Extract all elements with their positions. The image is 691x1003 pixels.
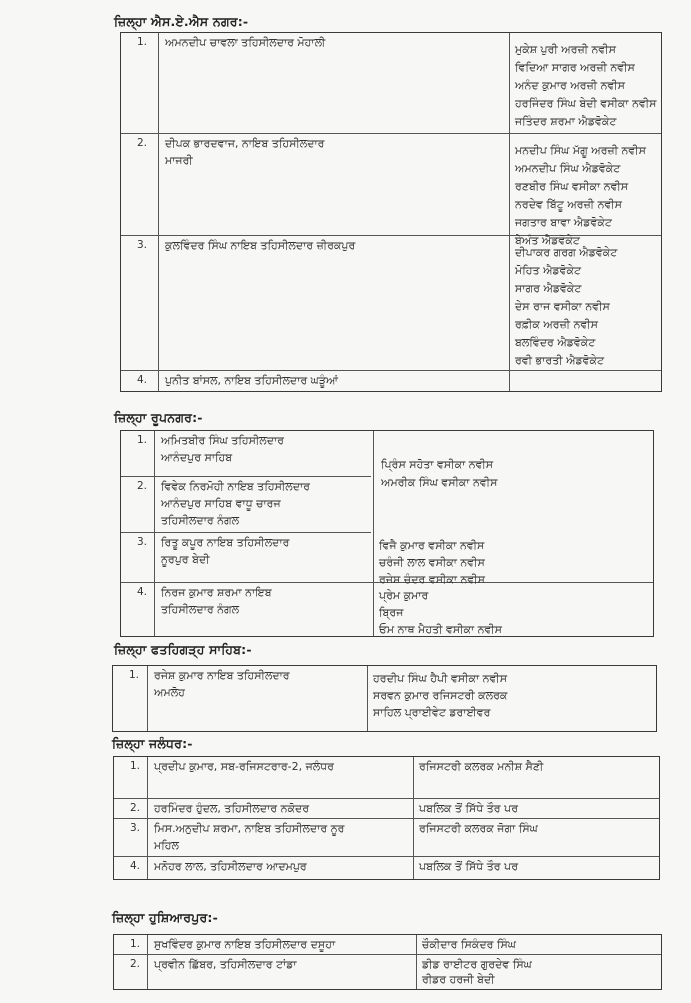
table-row [114, 857, 659, 881]
involved-person: ਮਨਦੀਪ ਸਿੰਘ ਮੱਗੂ ਅਰਜ਼ੀ ਨਵੀਸ [515, 144, 646, 157]
official-name-line: ਦੀਪਕ ਭਾਰਦਵਾਜ, ਨਾਇਬ ਤਹਿਸੀਲਦਾਰ [165, 137, 325, 150]
official-name-line: ਰਜੇਸ਼ ਕੁਮਾਰ ਨਾਇਬ ਤਹਿਸੀਲਦਾਰ [154, 669, 290, 682]
table-row [121, 431, 371, 477]
official-name [154, 758, 408, 775]
official-name [165, 372, 504, 389]
table-row [121, 371, 661, 393]
row-number: 2. [130, 802, 141, 814]
involved-person: ਪਬਲਿਕ ਤੋਂ ਸਿੱਧੇ ਤੌਰ ਪਰ [419, 860, 519, 873]
district-heading: ਜ਼ਿਲ੍ਹਾ ਐਸ.ਏ.ਐਸ ਨਗਰ:- [114, 14, 249, 29]
involved-person: ਨਰਦੇਵ ਬਿੱਟੂ ਅਰਜ਼ੀ ਨਵੀਸ [515, 198, 622, 211]
involved-person: ਵਿਦਿਆ ਸਾਗਰ ਅਰਜ਼ੀ ਨਵੀਸ [515, 61, 635, 74]
district-heading: ਜ਼ਿਲ੍ਹਾ ਹੁਸ਼ਿਆਰਪੁਰ:- [112, 910, 219, 925]
district-table [120, 430, 654, 637]
involved-person: ਰਜਿਸਟਰੀ ਕਲਰਕ ਮਨੀਸ਼ ਸੈਣੀ [419, 760, 544, 773]
district-table [113, 756, 660, 880]
official-name [154, 800, 408, 817]
involved-person: ਰਵੀ ਭਾਰਤੀ ਐਡਵੋਕੇਟ [515, 354, 605, 367]
involved-person: ਮੁਕੇਸ਼ ਪੁਰੀ ਅਰਜ਼ੀ ਨਵੀਸ [515, 43, 616, 56]
involved-person: ਰਣਬੀਰ ਸਿੰਘ ਵਸੀਕਾ ਨਵੀਸ [515, 180, 629, 193]
official-name-line: ਮਨੋਹਰ ਲਾਲ, ਤਹਿਸੀਲਦਾਰ ਆਦਮਪੁਰ [154, 860, 307, 873]
district-table [113, 934, 662, 990]
table-row [114, 935, 661, 955]
table-row [121, 236, 661, 371]
row-number: 1. [130, 760, 141, 772]
official-name-line: ਪੁਨੀਤ ਬਾਂਸਲ, ਨਾਇਬ ਤਹਿਸੀਲਦਾਰ ਘੜੂੰਆਂ [165, 374, 339, 387]
involved-person: ਬ੍ਰਿਜ [379, 606, 404, 619]
official-name-line: ਮਾਜਰੀ [165, 154, 193, 167]
official-name [161, 584, 368, 618]
row-number: 4. [137, 586, 148, 598]
involved-person: ਚੌਕੀਦਾਰ ਸਿਕੰਦਰ ਸਿੰਘ [422, 938, 516, 951]
involved-person: ਰਜਿਸਟਰੀ ਕਲਰਕ ਜੋਗਾ ਸਿੰਘ [419, 822, 538, 835]
row-number: 2. [137, 480, 148, 492]
district-table [120, 32, 662, 392]
table-row [114, 799, 659, 819]
official-name-line: ਤਹਿਸੀਲਦਾਰ ਨੰਗਲ [161, 514, 240, 527]
row-number: 1. [137, 434, 148, 446]
involved-person: ਸਾਹਿਲ ਪ੍ਰਾਈਵੇਟ ਡਰਾਈਵਰ [373, 706, 491, 719]
row-number: 2. [137, 137, 148, 149]
involved-person: ਰਜੇਸ਼ ਚੰਦਰ ਵਸੀਕਾ ਨਵੀਸ [379, 573, 485, 586]
official-name-line: ਕੁਲਵਿੰਦਰ ਸਿੰਘ ਨਾਇਬ ਤਹਿਸੀਲਦਾਰ ਜ਼ੀਰਕਪੁਰ [165, 239, 356, 252]
involved-person: ਅਮਨਦੀਪ ਸਿੰਘ ਐਡਵੋਕੇਟ [515, 162, 621, 175]
official-name [165, 237, 504, 254]
involved-person: ਅਮਰੀਕ ਸਿੰਘ ਵਸੀਕਾ ਨਵੀਸ [381, 476, 498, 489]
official-name-line: ਮਿਸ.ਅਨੁਦੀਪ ਸ਼ਰਮਾ, ਨਾਇਬ ਤਹਿਸੀਲਦਾਰ ਨੂਰ [154, 822, 345, 835]
involved-person: ਜਗਤਾਰ ਬਾਵਾ ਐਡਵੋਕੇਟ [515, 216, 612, 229]
official-name-line: ਪ੍ਰਦੀਪ ਕੁਮਾਰ, ਸਬ-ਰਜਿਸਟਰਾਰ-2, ਜਲੰਧਰ [154, 760, 334, 773]
official-name-line: ਅਮਨਦੀਪ ਚਾਵਲਾ ਤਹਿਸੀਲਦਾਰ ਮੋਹਾਲੀ [165, 36, 326, 49]
table-row [121, 477, 371, 533]
involved-person: ਦੀਪਾਕਰ ਗਰਗ ਐਡਵੋਕੇਟ [515, 246, 618, 259]
official-name [161, 432, 368, 466]
official-name-line: ਤਹਿਸੀਲਦਾਰ ਨੰਗਲ [161, 603, 240, 616]
official-name [154, 936, 411, 953]
official-name [154, 820, 408, 854]
table-row [121, 533, 653, 586]
official-name [161, 534, 368, 568]
official-name-line: ਅਮਿਤਬੀਰ ਸਿੰਘ ਤਹਿਸੀਲਦਾਰ [161, 434, 284, 447]
row-number: 1. [130, 938, 141, 950]
official-name-line: ਨਿਰਜ ਕੁਮਾਰ ਸ਼ਰਮਾ ਨਾਇਬ [161, 586, 272, 599]
involved-person: ਵਿਜੈ ਕੁਮਾਰ ਵਸੀਕਾ ਨਵੀਸ [379, 539, 485, 552]
official-name-line: ਵਿਵੇਕ ਨਿਰਮੋਹੀ ਨਾਇਬ ਤਹਿਸੀਲਦਾਰ [161, 480, 310, 493]
official-name [154, 956, 411, 973]
official-name [154, 667, 362, 701]
district-table [112, 665, 657, 732]
district-heading: ਜ਼ਿਲ੍ਹਾ ਜਲੰਧਰ:- [112, 736, 193, 751]
table-row [121, 583, 653, 638]
table-row [114, 955, 661, 991]
district-heading: ਜ਼ਿਲ੍ਹਾ ਰੂਪਨਗਰ:- [114, 410, 203, 425]
official-name-line: ਪ੍ਰਵੀਨ ਛਿੱਬਰ, ਤਹਿਸੀਲਦਾਰ ਟਾਂਡਾ [154, 958, 297, 971]
official-name-line: ਆਨੰਦਪੁਰ ਸਾਹਿਬ [161, 451, 233, 464]
involved-person: ਬਲਵਿੰਦਰ ਐਡਵੋਕੇਟ [515, 336, 596, 349]
involved-person: ਮੋਹਿਤ ਐਡਵੋਕੇਟ [515, 264, 582, 277]
table-row [121, 33, 661, 134]
district-heading: ਜ਼ਿਲ੍ਹਾ ਫਤਹਿਗੜ੍ਹ ਸਾਹਿਬ:- [114, 642, 252, 657]
involved-person: ਹਰਦੀਪ ਸਿੰਘ ਹੈਪੀ ਵਸੀਕਾ ਨਵੀਸ [373, 672, 508, 685]
official-name [161, 478, 368, 529]
involved-person: ਪਬਲਿਕ ਤੋਂ ਸਿੱਧੇ ਤੌਰ ਪਰ [419, 802, 519, 815]
involved-person: ਅਨੰਦ ਕੁਮਾਰ ਅਰਜ਼ੀ ਨਵੀਸ [515, 79, 625, 92]
table-row [113, 666, 656, 733]
row-number: 3. [137, 239, 148, 251]
involved-person: ਰੀਡਰ ਹਰਜੀ ਬੇਦੀ [422, 973, 495, 986]
official-name [154, 858, 408, 875]
row-number: 1. [129, 669, 140, 681]
table-row [114, 757, 659, 799]
official-name-line: ਮਹਿਲ [154, 839, 179, 852]
row-number: 3. [137, 536, 148, 548]
row-number: 4. [130, 860, 141, 872]
involved-person: ਪ੍ਰੇਮ ਕੁਮਾਰ [379, 589, 429, 602]
involved-person: ਓਮ ਨਾਥ ਮੈਹਤੀ ਵਸੀਕਾ ਨਵੀਸ [379, 623, 503, 636]
involved-person: ਹਰਜਿੰਦਰ ਸਿੰਘ ਬੇਦੀ ਵਸੀਕਾ ਨਵੀਸ [515, 97, 657, 110]
official-name-line: ਹਰਮਿੰਦਰ ਹੁੰਦਲ, ਤਹਿਸੀਲਦਾਰ ਨਕੋਦਰ [154, 802, 310, 815]
row-number: 3. [130, 822, 141, 834]
involved-person: ਜਤਿੰਦਰ ਸ਼ਰਮਾ ਐਡਵੋਕੇਟ [515, 115, 617, 128]
official-name-line: ਆਨੰਦਪੁਰ ਸਾਹਿਬ ਵਾਧੂ ਚਾਰਜ [161, 497, 281, 510]
row-number: 2. [130, 958, 141, 970]
official-name-line: ਸੁਖਵਿੰਦਰ ਕੁਮਾਰ ਨਾਇਬ ਤਹਿਸੀਲਦਾਰ ਦਸੂਹਾ [154, 938, 336, 951]
row-number: 4. [137, 374, 148, 386]
involved-person: ਬੇਅੰਤ ਐਡਵੋਕੇਟ [515, 234, 580, 247]
row-number: 1. [137, 36, 148, 48]
official-name [165, 34, 504, 51]
involved-person: ਚਰੰਜੀ ਲਾਲ ਵਸੀਕਾ ਨਵੀਸ [379, 556, 485, 569]
involved-person: ਰਫ਼ੀਕ ਅਰਜ਼ੀ ਨਵੀਸ [515, 318, 599, 331]
official-name-line: ਨੂਰਪੁਰ ਬੇਦੀ [161, 553, 210, 566]
involved-person: ਸਾਗਰ ਐਡਵੋਕੇਟ [515, 282, 582, 295]
involved-person: ਡੀਡ ਰਾਈਟਰ ਗੁਰਦੇਵ ਸਿੰਘ [422, 958, 532, 971]
table-row [114, 819, 659, 857]
official-name-line: ਰਿਤੂ ਕਪੂਰ ਨਾਇਬ ਤਹਿਸੀਲਦਾਰ [161, 536, 290, 549]
involved-person: ਦੇਸ ਰਾਜ ਵਸੀਕਾ ਨਵੀਸ [515, 300, 610, 313]
involved-person: ਪ੍ਰਿੰਸ ਸਹੋਤਾ ਵਸੀਕਾ ਨਵੀਸ [381, 458, 494, 471]
involved-person: ਸਰਵਨ ਕੁਮਾਰ ਰਜਿਸਟਰੀ ਕਲਰਕ [373, 689, 508, 702]
official-name [165, 135, 504, 169]
official-name-line: ਅਮਲੋਹ [154, 686, 185, 699]
